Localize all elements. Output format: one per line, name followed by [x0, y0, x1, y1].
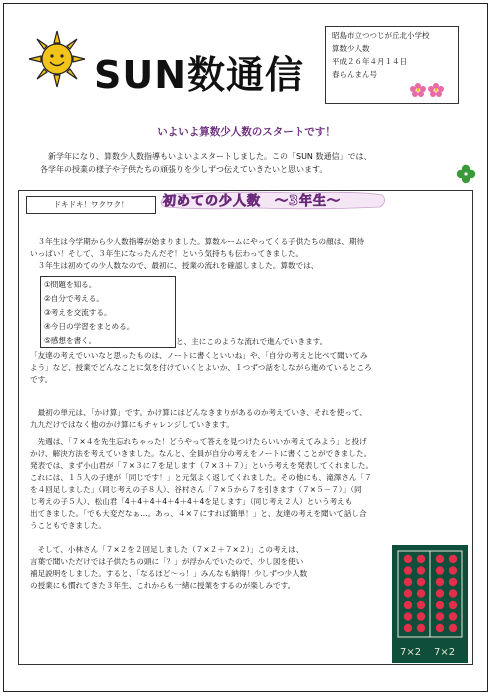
board-dot [436, 612, 444, 620]
board-dot [417, 566, 425, 574]
board-dot [417, 578, 425, 586]
body-line: 言葉で聞いただけでは子供たちの頭に「？」が浮かんでいたので、少し図を使い [30, 557, 304, 566]
body-line: うこともできました。 [30, 521, 106, 530]
body-line: じ考えの子５人）、松山君「4＋4＋4＋4＋4＋4＋4を足します」（同じ考え２人）という考えも [30, 497, 353, 506]
board-dot [404, 612, 412, 620]
article-tag: ドキドキ！ワクワク！ [26, 196, 156, 214]
body-line: 九九だけではなく他のかけ算にもチャレンジしていきます。 [30, 420, 234, 429]
chalkboard-photo [392, 545, 468, 663]
board-dot [417, 589, 425, 597]
board-dot [404, 624, 412, 632]
department: 算数少人数 [332, 44, 370, 53]
board-dot [436, 601, 444, 609]
board-dot [449, 578, 457, 586]
body-line: そして、小林さん「７×２を２回足しました（７×２＋７×２）」この考えは、 [30, 545, 304, 554]
body-line: です。 [30, 375, 53, 384]
body-line: を４回足しました」（同じ考えの子８人）、谷村さん「７×５から７を引きます（７×５－７）」（同 [30, 485, 362, 494]
board-dot [449, 566, 457, 574]
body-line: よう」など、授業でどんなことに気を付けていくとよいか、１つずつ話をしながら進めているところ [30, 363, 372, 372]
steps-tail: と、主にこのような流れで進んでいきます。 [176, 337, 328, 346]
board-label-right: 7×2 [434, 647, 456, 658]
sun-icon [28, 30, 86, 88]
headline: いよいよ算数少人数のスタートです！ [157, 126, 336, 138]
board-dot [417, 612, 425, 620]
clover-icon [455, 163, 477, 185]
body-line: これには、１５人の子達が「同じです！」と元気よく返してくれました。その他にも、滝澤さん「７ [30, 473, 372, 482]
body-line: ３年生は今学期から少人数指導が始まりました。算数ルームにやってくる子供たちの顔は、期待 [30, 237, 365, 246]
board-label-left: 7×2 [400, 647, 422, 658]
body-line: 「友達の考えでいいなと思ったものは、ノートに書くといいね」や、「自分の考えと比べて聞いてみ [30, 351, 368, 360]
body-line: の授業にも慣れてきた３年生、これからも一緒に授業をするのが楽しみです。 [30, 581, 296, 590]
board-dot [436, 566, 444, 574]
board-dot [436, 624, 444, 632]
masthead-title: SUN数通信 [94, 53, 305, 97]
intro-paragraph [40, 150, 448, 176]
body-line: ３年生は初めての少人数なので、最初に、授業の流れを確認しました。算数では、 [30, 261, 319, 270]
school-name: 昭島市立つつじが丘北小学校 [332, 31, 430, 40]
intro-line: 各学年の授業の様子や子供たちの頑張りを少しずつ伝えていきたいと思います。 [40, 165, 328, 174]
body-line: 補足説明をしました。すると、「なるほど～っ！」みんなも納得！少しずつ少人数 [30, 569, 308, 578]
step-item: ⑤感想を書く。 [44, 336, 97, 345]
board-dot [436, 578, 444, 586]
board-dot [417, 624, 425, 632]
step-item: ①問題を知る。 [44, 280, 97, 289]
board-dot [436, 589, 444, 597]
step-item: ④今日の学習をまとめる。 [44, 322, 135, 331]
board-dot [436, 555, 444, 563]
step-item: ③考えを交流する。 [44, 308, 112, 317]
board-dot [404, 601, 412, 609]
flower-icon [410, 78, 450, 102]
board-dot [404, 589, 412, 597]
body-line: いっぱい！そして、３年生になったんだぞ！という気持ちも伝わってきました。 [30, 249, 304, 258]
issue-date: 平成２６年４月１４日 [332, 57, 407, 66]
body-line: 出てきました。「でも大変だなぁ…。あっ、４×７にすれば簡単！」と、友達の考えを聞いて話し合 [30, 509, 367, 518]
board-dot [449, 612, 457, 620]
body-line: 先週は、「７×４を先生忘れちゃった！どうやって答えを見つけたらいいか考えてみよう」と投げ [30, 437, 367, 446]
body-line: 最初の単元は、「かけ算」です。かけ算にはどんなきまりがあるのか考えていき、それを使って、 [30, 408, 367, 417]
body-line: 発表では、まず小山君が「７×３に７を足します（７×３＋７）」という考えを発表してくれました。 [30, 461, 374, 470]
intro-line: 新学年になり、算数少人数指導もいよいよスタートしました。この「SUN 数通信」では、 [48, 152, 372, 161]
board-dot [417, 555, 425, 563]
board-dot [449, 601, 457, 609]
board-dot [404, 566, 412, 574]
issue-name: 春らんまん号 [332, 70, 377, 79]
board-dot [449, 555, 457, 563]
board-dot [449, 589, 457, 597]
dot-array-figure [392, 545, 468, 663]
board-dot [417, 601, 425, 609]
body-line: かけ、解決方法を考えていきました。なんと、全員が自分の考えをノートに書くことができました。 [30, 449, 372, 458]
board-dot [404, 578, 412, 586]
board-dot [449, 624, 457, 632]
board-dot [404, 555, 412, 563]
step-item: ②自分で考える。 [44, 294, 104, 303]
article-title: 初めての少人数 ～3年生～ [163, 194, 342, 209]
